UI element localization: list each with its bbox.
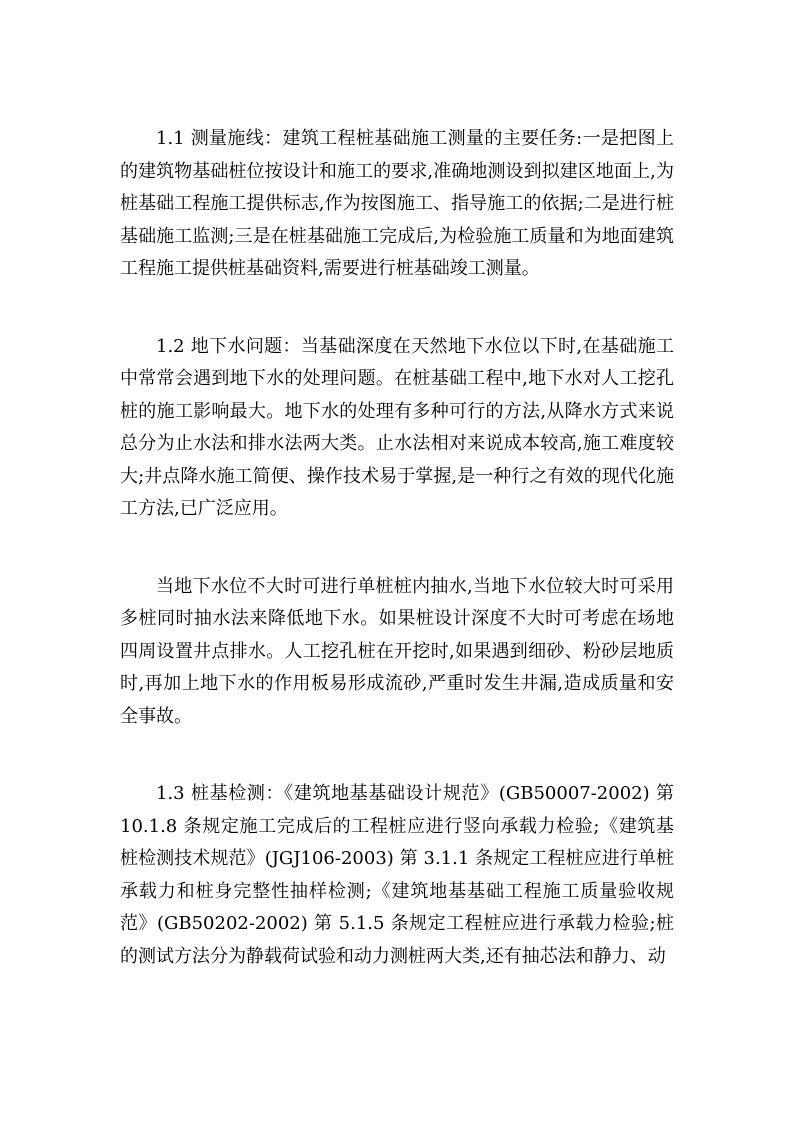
paragraph-pile-testing: 1.3 桩基检测：《建筑地基基础设计规范》(GB50007-2002) 第 10.1.8 条规定施工完成后的工程桩应进行竖向承载力检验;《建筑基桩检测技术规范》(JGJ106-2003) 第 3.1.1 条规定工程桩应进行单桩承载力和桩身完整性抽样检测;《建筑地基基础工程施工质量验收规范》(GB50202-2002) 第 5.1.5 条规定工程桩应进行承载力检验;桩的测试方法分为静载荷试验和动力测桩两大类,还有抽芯法和静力、动	[120, 783, 674, 967]
paragraph-survey-layout: 1.1 测量施线：建筑工程桩基础施工测量的主要任务:一是把图上的建筑物基础桩位按设计和施工的要求,准确地测设到拟建区地面上,为桩基础工程施工提供标志,作为按图施工、指导施工的依据;二是进行桩基础施工监测;三是在桩基础施工完成后,为检验施工质量和为地面建筑工程施工提供桩基础资料,需要进行桩基础竣工测量。	[120, 128, 674, 279]
document-body	[120, 123, 674, 973]
paragraph-groundwater-issue: 1.2 地下水问题：当基础深度在天然地下水位以下时,在基础施工中常常会遇到地下水的处理问题。在桩基础工程中,地下水对人工挖孔桩的施工影响最大。地下水的处理有多种可行的方法,从降水方式来说总分为止水法和排水法两大类。止水法相对来说成本较高,施工难度较大;井点降水施工简便、操作技术易于掌握,是一种行之有效的现代化施工方法,已广泛应用。	[120, 335, 674, 519]
paragraph-groundwater-drainage: 当地下水位不大时可进行单桩桩内抽水,当地下水位较大时可采用多桩同时抽水法来降低地下水。如果桩设计深度不大时可考虑在场地四周设置井点排水。人工挖孔桩在开挖时,如果遇到细砂、粉砂层地质时,再加上地下水的作用板易形成流砂,严重时发生井漏,造成质量和安全事故。	[120, 575, 674, 727]
